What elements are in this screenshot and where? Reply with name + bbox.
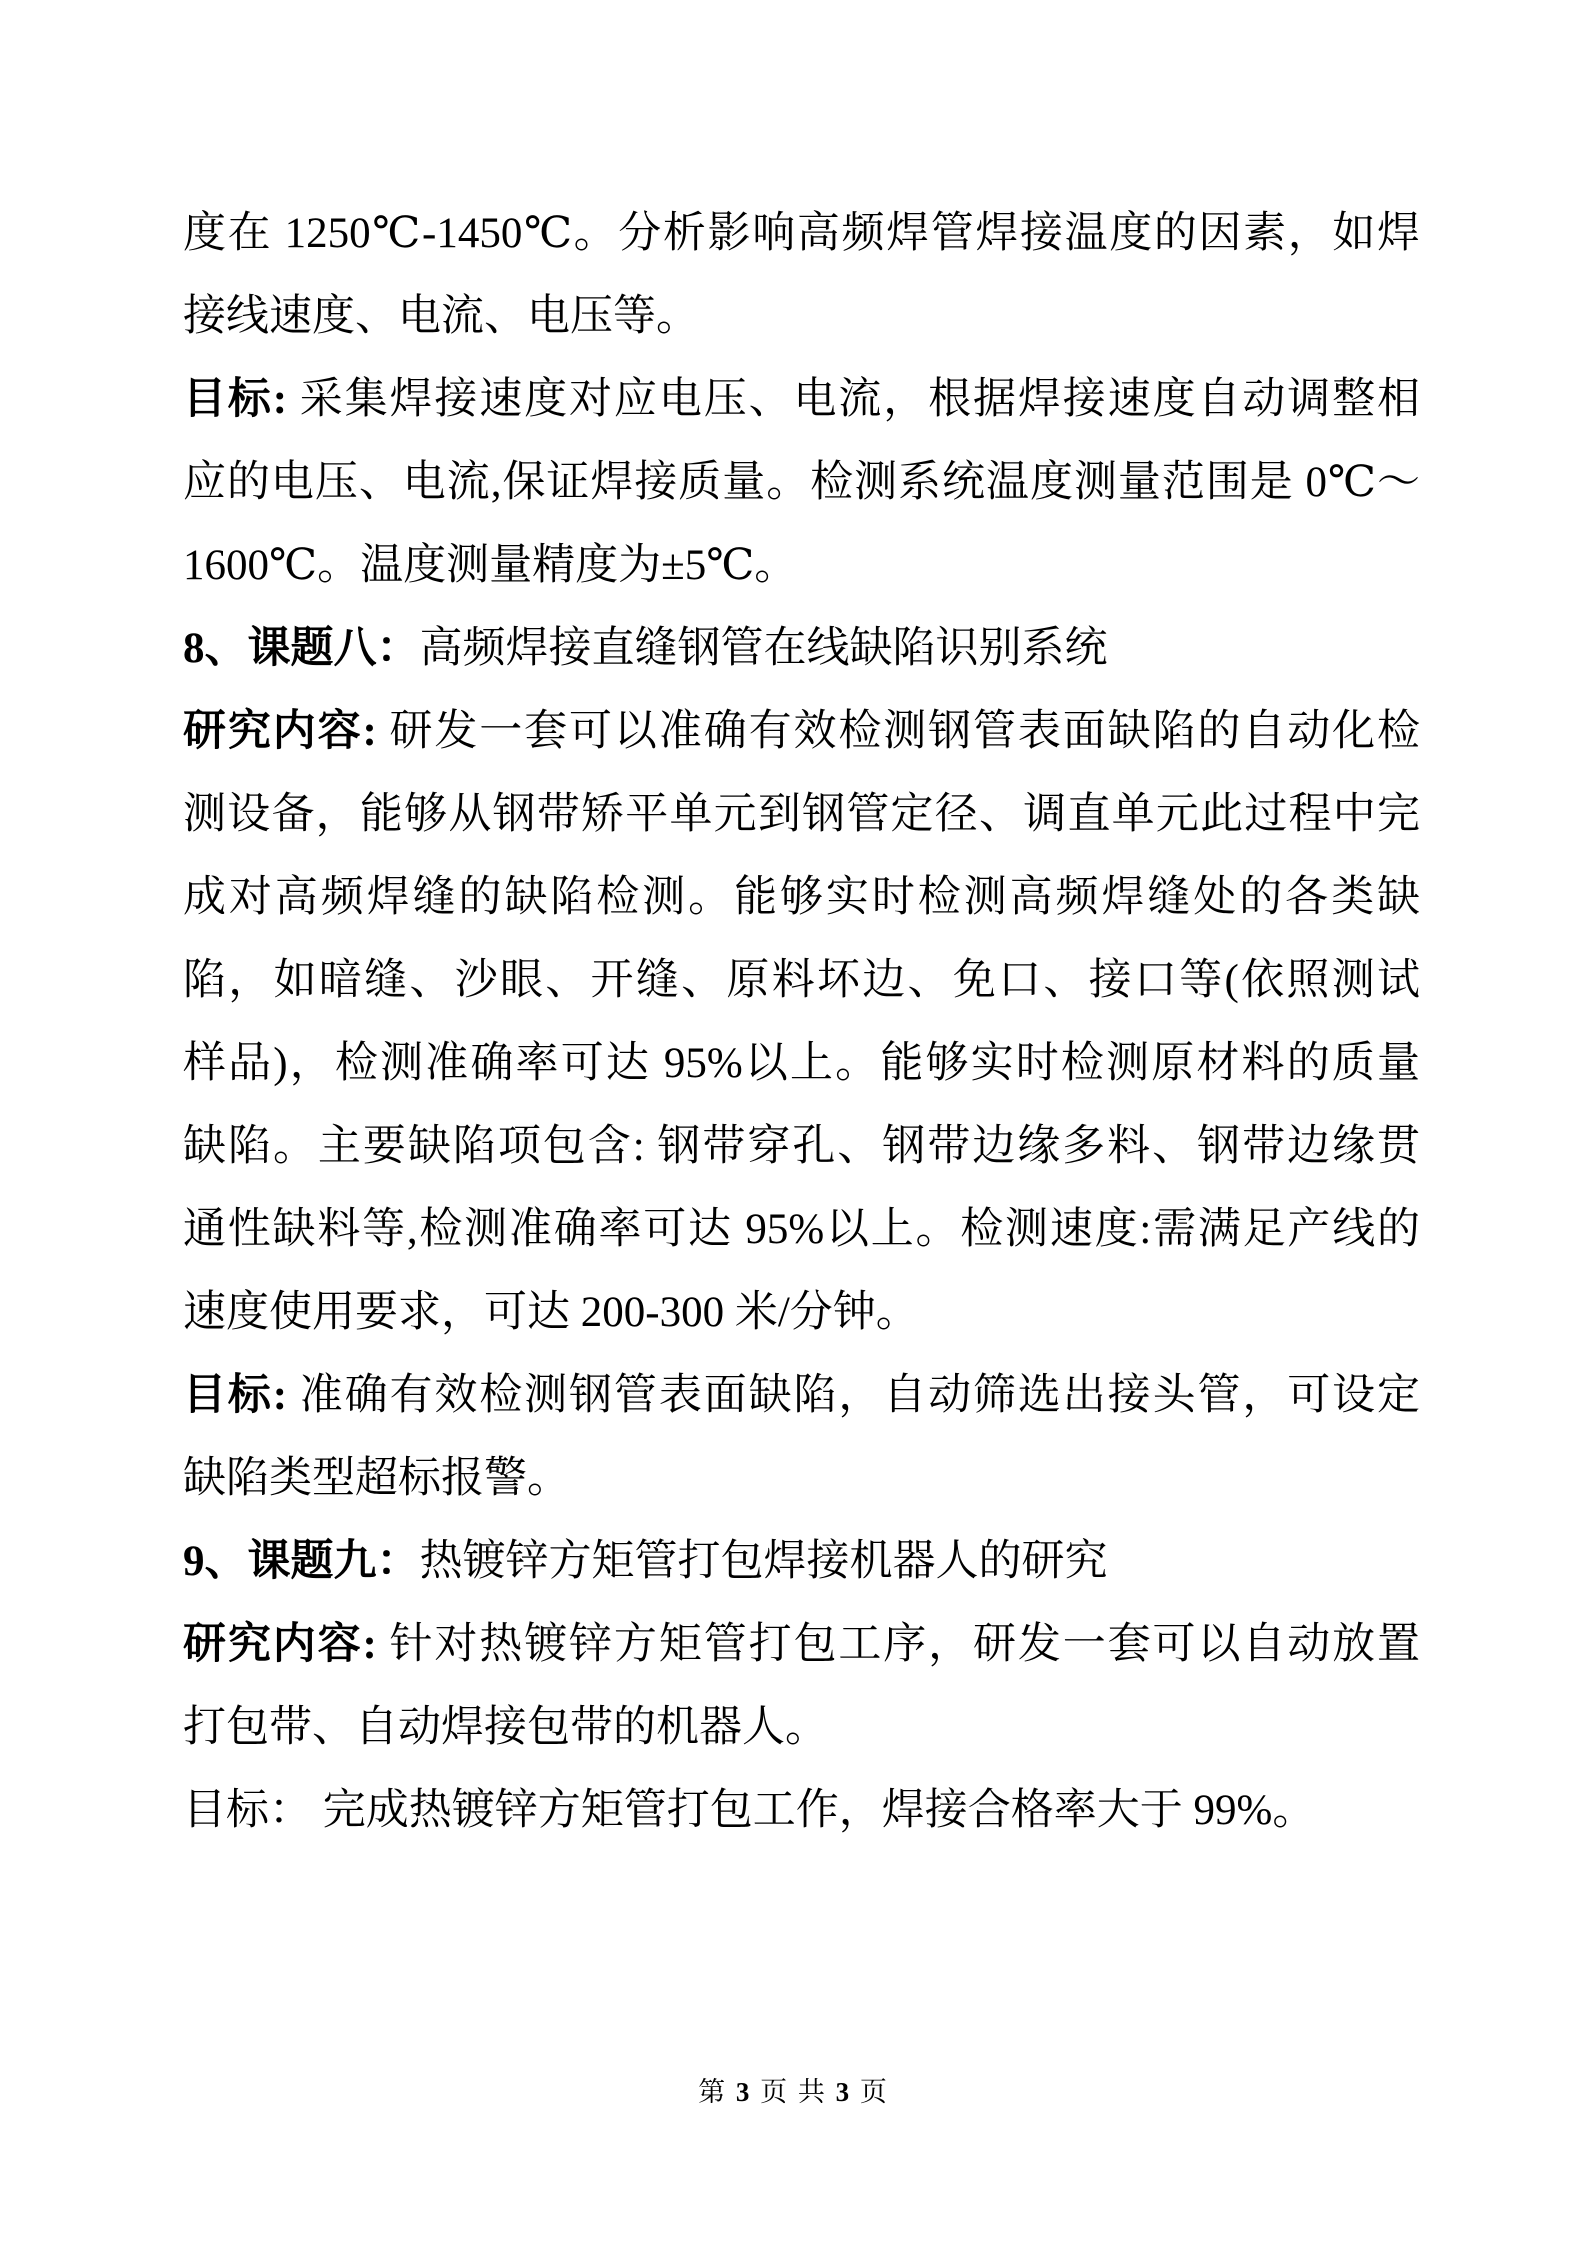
text-run: 热镀锌方矩管打包焊接机器人的研究: [419, 1538, 1108, 1585]
text-run: 目标： 完成热镀锌方矩管打包工作，焊接合格率大于 99%。: [183, 1787, 1316, 1834]
page-footer: [0, 2062, 1587, 2122]
text-line: [183, 524, 1420, 607]
text-run: 应的电压、电流,保证焊接质量。检测系统温度测量范围是 0℃～: [183, 459, 1420, 506]
text-line: [183, 1022, 1420, 1105]
text-run: 通性缺料等,检测准确率可达 95%以上。检测速度:需满足产线的: [183, 1206, 1420, 1253]
text-line: [183, 441, 1420, 524]
text-line: [183, 856, 1420, 939]
text-run: 第: [698, 2077, 736, 2107]
bold-text-run: 目标:: [183, 376, 300, 423]
text-line: [183, 1105, 1420, 1188]
text-line: [183, 1437, 1420, 1520]
text-line: [183, 773, 1420, 856]
text-line: [183, 1686, 1420, 1769]
text-run: 采集焊接速度对应电压、电流，根据焊接速度自动调整相: [299, 376, 1420, 423]
bold-text-run: 3: [735, 2077, 752, 2107]
text-run: 1600℃。温度测量精度为±5℃。: [183, 542, 798, 589]
text-line: [183, 1271, 1420, 1354]
bold-text-run: 研究内容:: [183, 708, 390, 755]
text-run: 准确有效检测钢管表面缺陷，自动筛选出接头管，可设定: [299, 1372, 1420, 1419]
text-run: 针对热镀锌方矩管打包工序，研发一套可以自动放置: [389, 1621, 1420, 1668]
text-line: [183, 1188, 1420, 1271]
bold-text-run: 研究内容:: [183, 1621, 390, 1668]
text-run: 成对高频焊缝的缺陷检测。能够实时检测高频焊缝处的各类缺: [183, 874, 1420, 921]
text-line: [183, 1769, 1420, 1852]
text-run: 陷，如暗缝、沙眼、开缝、原料坏边、免口、接口等(依照测试: [183, 957, 1420, 1004]
bold-text-run: 3: [835, 2077, 852, 2107]
text-line: [183, 1603, 1420, 1686]
text-run: 度在 1250℃-1450℃。分析影响高频焊管焊接温度的因素，如焊: [183, 210, 1420, 257]
text-run: 打包带、自动焊接包带的机器人。: [183, 1704, 828, 1751]
text-run: 页: [851, 2077, 889, 2107]
text-run: 速度使用要求，可达 200-300 米/分钟。: [183, 1289, 919, 1336]
text-run: 缺陷类型超标报警。: [183, 1455, 570, 1502]
text-run: 高频焊接直缝钢管在线缺陷识别系统: [419, 625, 1108, 672]
bold-text-run: 9、课题九：: [183, 1538, 420, 1585]
text-line: [183, 1520, 1420, 1603]
bold-text-run: 目标:: [183, 1372, 300, 1419]
text-run: 研发一套可以准确有效检测钢管表面缺陷的自动化检: [389, 708, 1420, 755]
text-line: [183, 1354, 1420, 1437]
text-run: 接线速度、电流、电压等。: [183, 293, 699, 340]
text-line: [183, 192, 1420, 275]
text-line: [183, 275, 1420, 358]
text-run: 样品)，检测准确率可达 95%以上。能够实时检测原材料的质量: [183, 1040, 1420, 1087]
text-line: [183, 939, 1420, 1022]
text-line: [183, 690, 1420, 773]
text-run: 缺陷。主要缺陷项包含: 钢带穿孔、钢带边缘多料、钢带边缘贯: [183, 1123, 1420, 1170]
text-line: [183, 358, 1420, 441]
text-run: 页 共: [751, 2077, 836, 2107]
text-line: [183, 607, 1420, 690]
document-body: [183, 192, 1420, 1852]
bold-text-run: 8、课题八：: [183, 625, 420, 672]
text-run: 测设备，能够从钢带矫平单元到钢管定径、调直单元此过程中完: [183, 791, 1420, 838]
